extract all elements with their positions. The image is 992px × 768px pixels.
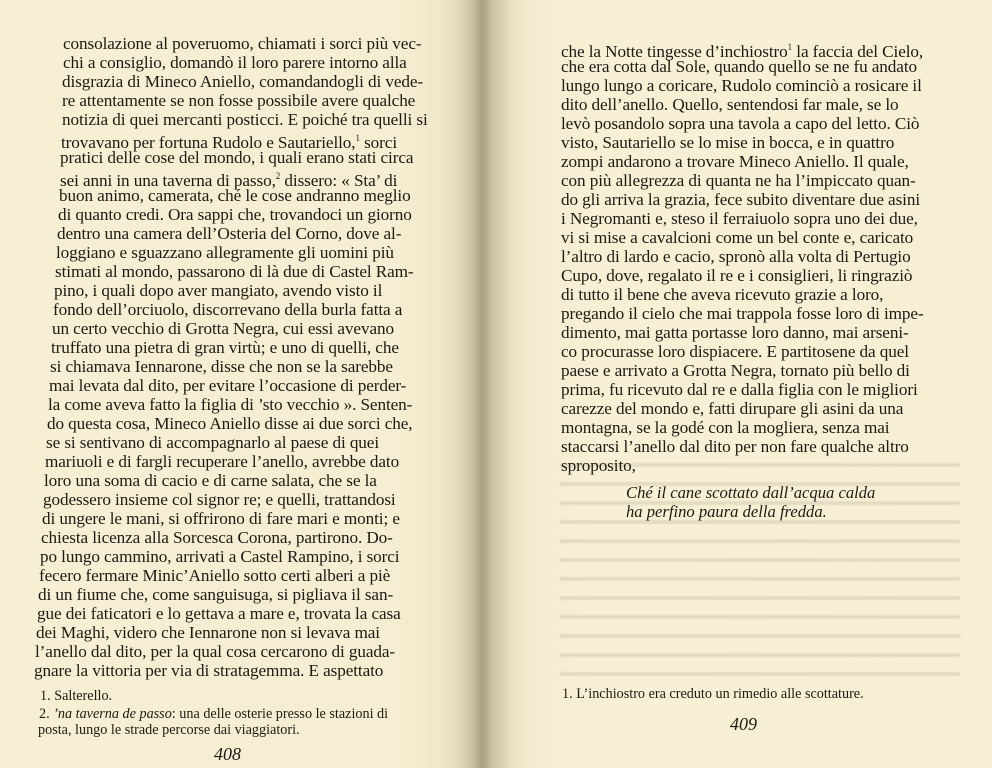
text-line: si chiamava Iennarone, disse che non se la sarebbe: [50, 357, 393, 376]
text-line: un certo vecchio di Grotta Negra, cui essi avevano: [52, 319, 394, 338]
text-fragment: sorci: [359, 133, 397, 152]
page-number: 409: [730, 714, 757, 734]
footnote-text: : una delle osterie presso le stazioni di: [171, 706, 389, 722]
text-line: dito dell’anello. Quello, sentendosi far male, se lo: [561, 95, 899, 114]
text-line: gnare la vittoria per via di stratagemma. E aspettato: [34, 661, 384, 680]
text-line: di quanto credi. Ora sappi che, trovandoci un giorno: [58, 205, 412, 224]
text-line: pino, i quali dopo aver mangiato, avendo visto il: [54, 281, 383, 300]
footnote-ref: 1: [355, 133, 360, 143]
text-line: do gli arriva la grazia, fece subito diventare due asini: [561, 190, 921, 209]
footnote-text: L’inchiostro era creduto un rimedio alle scottature.: [576, 686, 864, 702]
text-line: mai levata dal dito, per evitare l’occasione di perder-: [49, 376, 407, 395]
footnote-term: ’na taverna de passo: [53, 706, 172, 722]
text-fragment: che la Notte tingesse d’inchiostro: [561, 42, 788, 61]
text-line: visto, Sautariello se lo mise in bocca, e in quattro: [561, 133, 895, 152]
text-line: fondo dell’orciuolo, discorrevano della burla fatta a: [53, 300, 403, 319]
text-line: gue dei faticatori e lo gettava a mare e, trovata la casa: [37, 604, 401, 623]
text-line: loro una soma di cacio e di carne salata, che se la: [44, 471, 377, 490]
text-line: re attentamente se non fosse possibile avere qualche: [62, 91, 416, 110]
text-line: Cupo, dove, regalato il re e i consiglieri, li ringraziò: [561, 266, 913, 285]
verse-line: Ché il cane scottato dall’acqua calda: [626, 483, 876, 502]
text-line: montagna, se la godé con la mogliera, senza mai: [561, 418, 890, 437]
book-spine: [486, 0, 488, 768]
text-fragment: la faccia del Cielo,: [792, 42, 924, 61]
text-line: di un fiume che, come sanguisuga, si pigliava il san-: [38, 585, 394, 604]
text-line: vi si mise a cavalcioni come un bel conte e, caricato: [561, 228, 914, 247]
page-number: 408: [214, 744, 241, 764]
text-line: sproposito,: [561, 456, 636, 475]
text-line: dei Maghi, videro che Iennarone non si levava mai: [36, 623, 380, 642]
text-line: la come aveva fatto la figlia di ’sto vecchio ». Senten-: [48, 395, 413, 414]
text-fragment: dissero: « Sta’ di: [280, 171, 398, 190]
text-line: di tutto il bene che aveva ricevuto grazie a loro,: [561, 285, 884, 304]
text-line: godessero insieme col signor re; e quelli, trattandosi: [43, 490, 396, 509]
footnote-ref: 1: [787, 42, 793, 52]
text-line: chi a consiglio, domandò il loro parere intorno alla: [63, 53, 407, 72]
right-page: [492, 0, 992, 768]
text-line: do questa cosa, Mineco Aniello disse ai due sorci che,: [47, 414, 413, 433]
text-line: che era cotta dal Sole, quando quello se ne fu andato: [561, 57, 917, 76]
text-line: buon animo, camerata, ché le cose andranno meglio: [59, 186, 411, 205]
text-line: carezze del mondo e, fatti dirupare gli asini da una: [561, 399, 904, 418]
text-line: pregando il cielo che mai trappola fosse loro di impe-: [561, 304, 924, 323]
text-line: po lungo cammino, arrivati a Castel Rampino, i sorci: [40, 547, 400, 566]
text-line: con più allegrezza di quanta ne ha l’impiccato quan-: [561, 171, 916, 190]
text-line: i Negromanti e, steso il ferraiuolo sopra uno dei due,: [561, 209, 918, 228]
footnote-2: [39, 706, 388, 723]
footnote-1: [40, 688, 112, 705]
text-line: l’altro di lardo e cacio, spronò alla volta di Pertugio: [561, 247, 911, 266]
text-line: fecero fermare Minic’Aniello sotto certi alberi a piè: [39, 566, 391, 585]
text-fragment: trovavano per fortuna Rudolo e Sautariello,: [61, 133, 356, 152]
text-line: loggiano e sguazzano allegramente gli uomini più: [56, 243, 394, 262]
left-page: [0, 0, 486, 768]
text-line: l’anello dal dito, per la qual cosa cercarono di guada-: [35, 642, 396, 661]
text-line: prima, fu ricevuto dal re e dalla figlia con le migliori: [561, 380, 918, 399]
text-line: mariuoli e di fargli recuperare l’anello, avrebbe dato: [45, 452, 400, 471]
text-line: zompi andarono a trovare Mineco Aniello. Il quale,: [561, 152, 909, 171]
text-line: consolazione al poveruomo, chiamati i sorci più vec-: [63, 34, 422, 53]
text-line: stimati al mondo, passarono di là due di Castel Ram-: [55, 262, 414, 281]
text-line: paese e arrivato a Grotta Negra, tornato più bello di: [561, 361, 910, 380]
text-line: staccarsi l’anello dal dito per non fare qualche altro: [561, 437, 909, 456]
text-line: se si sentivano di accompagnarlo al paese di quei: [46, 433, 380, 452]
text-line: notizia di quei mercanti posticci. E poiché tra quelli si: [62, 110, 428, 129]
footnote-number: 2.: [39, 706, 50, 722]
footnote-2-continued: posta, lungo le strade percorse dai viaggiatori.: [38, 722, 300, 738]
footnote-ref: 2: [275, 171, 281, 181]
text-line: lungo lungo a coricare, Rudolo cominciò a rosicare il: [561, 76, 922, 95]
footnote-number: 1.: [40, 688, 51, 704]
text-line: truffato una pietra di gran virtù; e uno di quelli, che: [51, 338, 399, 357]
text-fragment: sei anni in una taverna di passo,: [60, 171, 276, 190]
verse-line: ha perfino paura della fredda.: [626, 502, 827, 521]
text-line: disgrazia di Mineco Aniello, comandandogli di vede-: [62, 72, 423, 91]
text-line: dimento, mai gatta portasse loro danno, mai arseni-: [561, 323, 909, 342]
footnote-number: 1.: [562, 686, 573, 702]
text-line: dentro una camera dell’Osteria del Corno, dove al-: [57, 224, 402, 243]
text-line: co procurasse loro dispiacere. E partitosene da quel: [561, 342, 909, 361]
text-line: pratici delle cose del mondo, i quali erano stati circa: [60, 148, 414, 167]
text-line: levò posandolo sopra una tavola a capo del letto. Ciò: [561, 114, 920, 133]
footnote-text: Salterello.: [54, 688, 113, 704]
text-line: di ungere le mani, si offrirono di fare mari e monti; e: [42, 509, 400, 528]
footnote-1: [562, 686, 864, 703]
text-line: chiesta licenza alla Sorcesca Corona, partirono. Do-: [41, 528, 393, 547]
